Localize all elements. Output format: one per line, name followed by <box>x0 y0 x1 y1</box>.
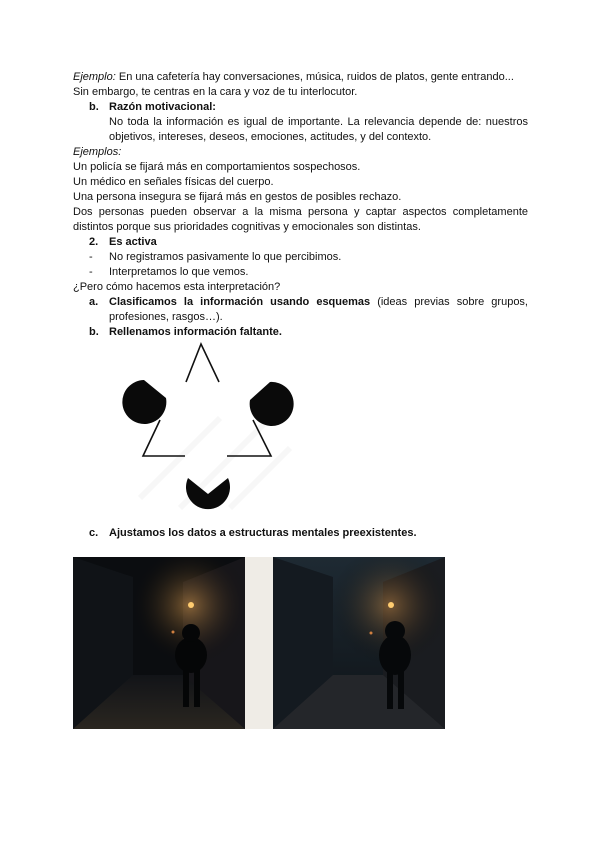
item-a-esquemas <box>73 295 528 325</box>
paragraph-relevancia: No toda la información es igual de importante. La relevancia depende de: nuestros objetivos, intereses, deseos, emociones, actitudes, y del contexto. <box>109 116 528 143</box>
example-medico: Un médico en señales físicas del cuerpo. <box>73 176 274 188</box>
foggy-alley-photo <box>273 557 445 729</box>
heading-text: Es activa <box>109 236 157 248</box>
list-marker: a. <box>89 296 99 308</box>
item-rest: (ideas previas sobre grupos, profesiones, rasgos…). <box>109 296 528 323</box>
list-marker: 2. <box>89 236 99 248</box>
pacman-top-right <box>250 382 294 426</box>
item-title: Rellenamos información faltante. <box>109 326 282 338</box>
list-item-text: Interpretamos lo que vemos. <box>109 266 249 278</box>
document-body <box>73 70 528 340</box>
example-policia: Un policía se fijará más en comportamientos sospechosos. <box>73 161 361 173</box>
list-marker: c. <box>89 527 99 539</box>
list-marker: b. <box>89 101 99 113</box>
list-item <box>73 265 528 280</box>
kanizsa-triangle-figure <box>120 338 300 518</box>
alley-photos <box>73 557 445 729</box>
triangle-top-vertex <box>186 344 219 382</box>
item-c-ajustamos <box>73 526 528 541</box>
list-marker: b. <box>89 326 99 338</box>
triangle-left-corner <box>143 420 185 456</box>
dash-marker: - <box>89 266 93 278</box>
dash-marker: - <box>89 251 93 263</box>
list-item <box>73 250 528 265</box>
pero-question: ¿Pero cómo hacemos esta interpretación? <box>73 281 281 293</box>
dark-alley-photo <box>73 557 245 729</box>
heading-b-motivacional <box>73 100 528 115</box>
example-line <box>73 70 528 85</box>
item-title: Clasificamos la información usando esquemas <box>109 296 371 308</box>
example-text: En una cafetería hay conversaciones, música, ruidos de platos, gente entrando... <box>115 71 514 83</box>
pacman-top-left <box>122 380 166 424</box>
ejemplos-label: Ejemplos: <box>73 146 122 158</box>
heading-text: Razón motivacional: <box>109 101 216 113</box>
list-item-text: No registramos pasivamente lo que percibimos. <box>109 251 342 263</box>
item-title: Ajustamos los datos a estructuras mentales preexistentes. <box>109 527 417 539</box>
example-dos-personas: Dos personas pueden observar a la misma persona y captar aspectos completamente distintos porque sus prioridades cognitivas y emocionales son distintas. <box>73 206 528 233</box>
example-insegura: Una persona insegura se fijará más en gestos de posibles rechazo. <box>73 191 402 203</box>
sin-embargo-line: Sin embargo, te centras en la cara y voz de tu interlocutor. <box>73 86 358 98</box>
example-label: Ejemplo: <box>73 71 116 83</box>
heading-es-activa <box>73 235 528 250</box>
